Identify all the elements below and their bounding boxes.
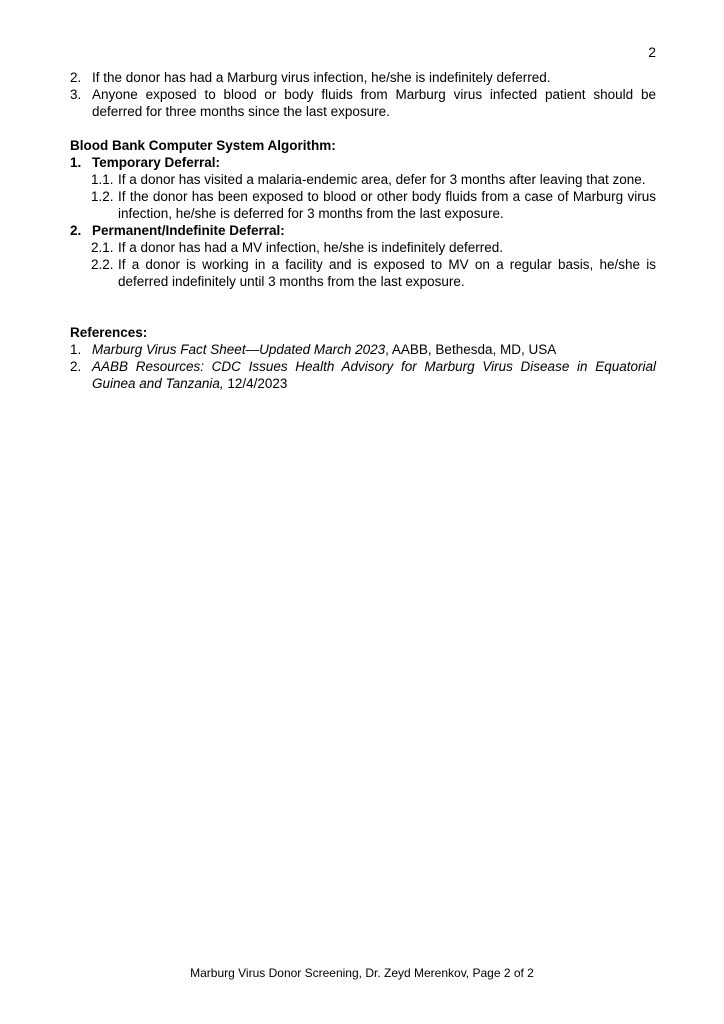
reference-text [92, 358, 656, 392]
sub-item-number: 1.2. [91, 189, 114, 204]
sub-item-number: 2.1. [91, 240, 114, 255]
page-number: 2 [648, 44, 656, 60]
list-item-text: Anyone exposed to blood or body fluids from Marburg virus infected patient should be deferred for three months since the last exposure. [92, 87, 656, 119]
algorithm-heading: Blood Bank Computer System Algorithm: [70, 138, 336, 153]
list-item-text: If the donor has had a Marburg virus infection, he/she is indefinitely deferred. [92, 70, 551, 85]
reference-text [92, 341, 656, 358]
reference-number: 2. [70, 359, 82, 374]
continued-list [70, 69, 656, 120]
reference-details: 12/4/2023 [223, 376, 288, 391]
document-body [70, 69, 656, 392]
references-section [70, 324, 656, 392]
list-item [70, 86, 656, 120]
sub-item-text: If a donor has visited a malaria-endemic area, defer for 3 months after leaving that zone. [118, 172, 646, 187]
sub-item-text: If a donor is working in a facility and is exposed to MV on a regular basis, he/she is deferred indefinitely until 3 months from the last exposure. [118, 257, 656, 289]
references-heading: References: [70, 325, 148, 340]
reference-item [70, 341, 656, 358]
sub-item-number: 1.1. [91, 172, 114, 187]
reference-title: AABB Resources: CDC Issues Health Advisory for Marburg Virus Disease in Equatorial Guinea and Tanzania, [92, 359, 656, 391]
category-title: Temporary Deferral: [92, 155, 221, 170]
list-item-number: 2. [70, 70, 82, 85]
sub-item-text: If the donor has been exposed to blood or other body fluids from a case of Marburg virus infection, he/she is deferred for 3 months from the last exposure. [118, 189, 656, 221]
list-item [70, 69, 656, 86]
sub-item [91, 239, 656, 256]
list-item-number: 3. [70, 87, 82, 102]
reference-item [70, 358, 656, 392]
category-number: 1. [70, 155, 82, 170]
page-footer: Marburg Virus Donor Screening, Dr. Zeyd Merenkov, Page 2 of 2 [190, 966, 534, 980]
reference-title: Marburg Virus Fact Sheet—Updated March 2023 [92, 342, 386, 357]
algorithm-section [70, 137, 656, 290]
reference-number: 1. [70, 342, 82, 357]
deferral-category [70, 154, 656, 171]
sub-item-text: If a donor has had a MV infection, he/she is indefinitely deferred. [118, 240, 503, 255]
deferral-category [70, 222, 656, 239]
sub-item [91, 188, 656, 222]
sub-item [91, 256, 656, 290]
sub-item-number: 2.2. [91, 257, 114, 272]
category-title: Permanent/Indefinite Deferral: [92, 223, 285, 238]
category-number: 2. [70, 223, 82, 238]
sub-item [91, 171, 656, 188]
reference-details: , AABB, Bethesda, MD, USA [385, 342, 557, 357]
